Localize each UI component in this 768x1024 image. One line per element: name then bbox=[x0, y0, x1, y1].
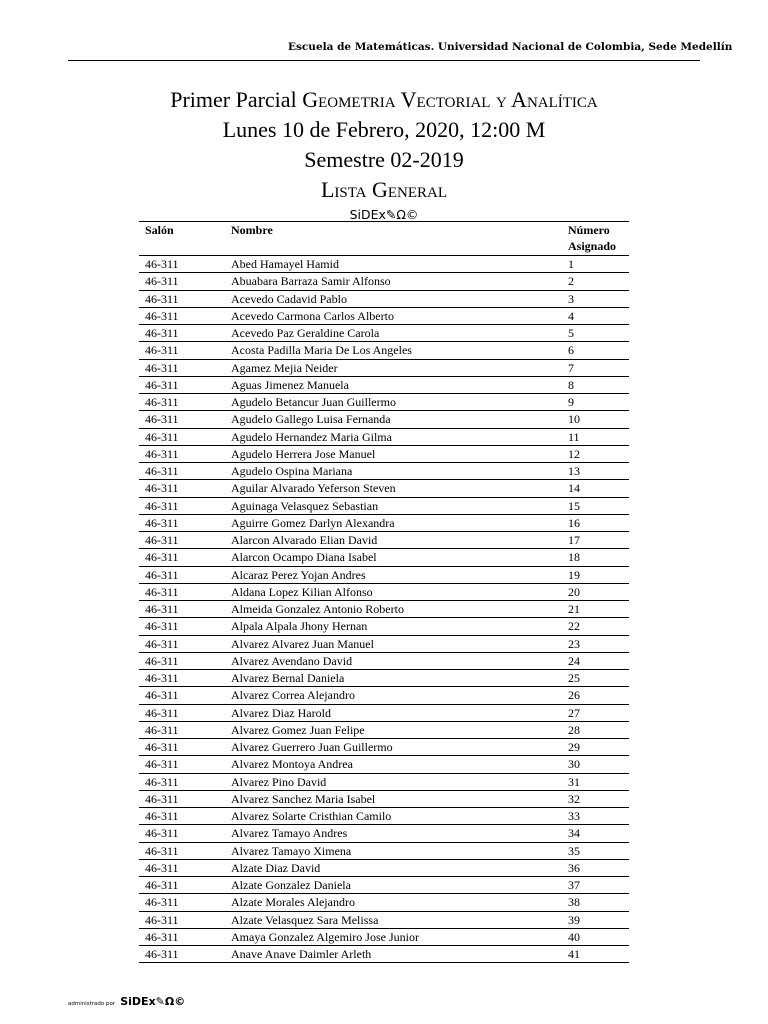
cell-nombre: Agudelo Herrera Jose Manuel bbox=[231, 445, 568, 462]
cell-nombre: Aguas Jimenez Manuela bbox=[231, 376, 568, 393]
cell-numero: 31 bbox=[568, 773, 629, 790]
column-header-nombre: Nombre bbox=[231, 222, 568, 256]
cell-numero: 36 bbox=[568, 859, 629, 876]
cell-nombre: Alvarez Sanchez Maria Isabel bbox=[231, 790, 568, 807]
cell-nombre: Alvarez Gomez Juan Felipe bbox=[231, 721, 568, 738]
table-row bbox=[139, 721, 629, 738]
table-body bbox=[139, 256, 629, 963]
table-row bbox=[139, 773, 629, 790]
cell-nombre: Aldana Lopez Kilian Alfonso bbox=[231, 583, 568, 600]
table-row bbox=[139, 273, 629, 290]
cell-nombre: Amaya Gonzalez Algemiro Jose Junior bbox=[231, 928, 568, 945]
table-row bbox=[139, 635, 629, 652]
cell-nombre: Alvarez Diaz Harold bbox=[231, 704, 568, 721]
cell-nombre: Alvarez Avendano David bbox=[231, 652, 568, 669]
table-row bbox=[139, 497, 629, 514]
table-header-row bbox=[139, 222, 629, 256]
table-row bbox=[139, 601, 629, 618]
table-row bbox=[139, 411, 629, 428]
cell-salon: 46-311 bbox=[139, 532, 231, 549]
cell-nombre: Alpala Alpala Jhony Hernan bbox=[231, 618, 568, 635]
cell-salon: 46-311 bbox=[139, 773, 231, 790]
cell-nombre: Alvarez Alvarez Juan Manuel bbox=[231, 635, 568, 652]
table-row bbox=[139, 428, 629, 445]
cell-salon: 46-311 bbox=[139, 549, 231, 566]
cell-nombre: Alzate Morales Alejandro bbox=[231, 894, 568, 911]
table-row bbox=[139, 739, 629, 756]
cell-salon: 46-311 bbox=[139, 290, 231, 307]
cell-nombre: Agamez Mejia Neider bbox=[231, 359, 568, 376]
cell-numero: 22 bbox=[568, 618, 629, 635]
footer-attribution bbox=[68, 990, 185, 1009]
cell-numero: 41 bbox=[568, 946, 629, 963]
cell-salon: 46-311 bbox=[139, 946, 231, 963]
cell-salon: 46-311 bbox=[139, 652, 231, 669]
cell-numero: 16 bbox=[568, 514, 629, 531]
cell-numero: 37 bbox=[568, 877, 629, 894]
cell-nombre: Alvarez Correa Alejandro bbox=[231, 687, 568, 704]
exam-date: Lunes 10 de Febrero, 2020, 12:00 M bbox=[222, 117, 546, 142]
cell-nombre: Anave Anave Daimler Arleth bbox=[231, 946, 568, 963]
cell-numero: 6 bbox=[568, 342, 629, 359]
table-row bbox=[139, 514, 629, 531]
cell-nombre: Alarcon Ocampo Diana Isabel bbox=[231, 549, 568, 566]
cell-nombre: Alcaraz Perez Yojan Andres bbox=[231, 566, 568, 583]
cell-numero: 11 bbox=[568, 428, 629, 445]
cell-nombre: Alvarez Bernal Daniela bbox=[231, 670, 568, 687]
cell-nombre: Aguirre Gomez Darlyn Alexandra bbox=[231, 514, 568, 531]
cell-nombre: Alzate Diaz David bbox=[231, 859, 568, 876]
cell-salon: 46-311 bbox=[139, 359, 231, 376]
table-row bbox=[139, 325, 629, 342]
cell-numero: 25 bbox=[568, 670, 629, 687]
cell-salon: 46-311 bbox=[139, 635, 231, 652]
column-header-numero-asignado bbox=[568, 222, 629, 256]
table-row bbox=[139, 359, 629, 376]
cell-salon: 46-311 bbox=[139, 273, 231, 290]
cell-numero: 38 bbox=[568, 894, 629, 911]
cell-numero: 29 bbox=[568, 739, 629, 756]
cell-salon: 46-311 bbox=[139, 566, 231, 583]
table-row bbox=[139, 652, 629, 669]
table-row bbox=[139, 877, 629, 894]
table-row bbox=[139, 618, 629, 635]
cell-numero: 14 bbox=[568, 480, 629, 497]
table-row bbox=[139, 928, 629, 945]
cell-nombre: Agudelo Hernandez Maria Gilma bbox=[231, 428, 568, 445]
cell-numero: 15 bbox=[568, 497, 629, 514]
cell-numero: 17 bbox=[568, 532, 629, 549]
cell-numero: 35 bbox=[568, 842, 629, 859]
cell-numero: 30 bbox=[568, 756, 629, 773]
table-row bbox=[139, 342, 629, 359]
table-row bbox=[139, 307, 629, 324]
cell-nombre: Alvarez Guerrero Juan Guillermo bbox=[231, 739, 568, 756]
cell-numero: 13 bbox=[568, 463, 629, 480]
cell-salon: 46-311 bbox=[139, 601, 231, 618]
institution-header: Escuela de Matemáticas. Universidad Nacional de Colombia, Sede Medellín bbox=[288, 41, 733, 53]
table-row bbox=[139, 790, 629, 807]
table-row bbox=[139, 842, 629, 859]
cell-numero: 12 bbox=[568, 445, 629, 462]
table-row bbox=[139, 256, 629, 273]
cell-salon: 46-311 bbox=[139, 428, 231, 445]
cell-numero: 24 bbox=[568, 652, 629, 669]
footer-prefix: administrado por bbox=[68, 1001, 116, 1007]
cell-salon: 46-311 bbox=[139, 894, 231, 911]
cell-numero: 26 bbox=[568, 687, 629, 704]
table-row bbox=[139, 808, 629, 825]
footer-brand: SiDEx✎Ω© bbox=[120, 995, 186, 1008]
cell-salon: 46-311 bbox=[139, 859, 231, 876]
cell-nombre: Alvarez Tamayo Ximena bbox=[231, 842, 568, 859]
column-header-numero-line2: Asignado bbox=[568, 239, 617, 253]
course-name: Geometria Vectorial y Analítica bbox=[302, 87, 598, 112]
cell-salon: 46-311 bbox=[139, 376, 231, 393]
cell-salon: 46-311 bbox=[139, 463, 231, 480]
cell-salon: 46-311 bbox=[139, 480, 231, 497]
cell-salon: 46-311 bbox=[139, 583, 231, 600]
semester: Semestre 02-2019 bbox=[304, 147, 464, 172]
cell-salon: 46-311 bbox=[139, 256, 231, 273]
column-header-salon: Salón bbox=[139, 222, 231, 256]
document-title bbox=[0, 85, 768, 205]
table-row bbox=[139, 376, 629, 393]
cell-nombre: Alvarez Montoya Andrea bbox=[231, 756, 568, 773]
cell-nombre: Acevedo Cadavid Pablo bbox=[231, 290, 568, 307]
header-rule bbox=[68, 60, 700, 61]
table-row bbox=[139, 583, 629, 600]
cell-salon: 46-311 bbox=[139, 808, 231, 825]
cell-numero: 27 bbox=[568, 704, 629, 721]
table-row bbox=[139, 549, 629, 566]
column-header-numero-line1: Número bbox=[568, 223, 610, 237]
table-row bbox=[139, 290, 629, 307]
cell-nombre: Alzate Gonzalez Daniela bbox=[231, 877, 568, 894]
table-row bbox=[139, 532, 629, 549]
table-row bbox=[139, 687, 629, 704]
table-row bbox=[139, 480, 629, 497]
cell-numero: 32 bbox=[568, 790, 629, 807]
cell-numero: 18 bbox=[568, 549, 629, 566]
cell-salon: 46-311 bbox=[139, 790, 231, 807]
cell-nombre: Agudelo Gallego Luisa Fernanda bbox=[231, 411, 568, 428]
cell-nombre: Abuabara Barraza Samir Alfonso bbox=[231, 273, 568, 290]
table-row bbox=[139, 825, 629, 842]
cell-salon: 46-311 bbox=[139, 825, 231, 842]
cell-numero: 21 bbox=[568, 601, 629, 618]
table-row bbox=[139, 463, 629, 480]
cell-nombre: Acosta Padilla Maria De Los Angeles bbox=[231, 342, 568, 359]
cell-salon: 46-311 bbox=[139, 842, 231, 859]
cell-salon: 46-311 bbox=[139, 928, 231, 945]
cell-nombre: Aguinaga Velasquez Sebastian bbox=[231, 497, 568, 514]
cell-numero: 2 bbox=[568, 273, 629, 290]
cell-nombre: Alvarez Tamayo Andres bbox=[231, 825, 568, 842]
table-row bbox=[139, 394, 629, 411]
cell-salon: 46-311 bbox=[139, 325, 231, 342]
cell-numero: 19 bbox=[568, 566, 629, 583]
cell-salon: 46-311 bbox=[139, 342, 231, 359]
cell-salon: 46-311 bbox=[139, 411, 231, 428]
cell-salon: 46-311 bbox=[139, 307, 231, 324]
cell-numero: 23 bbox=[568, 635, 629, 652]
cell-nombre: Alarcon Alvarado Elian David bbox=[231, 532, 568, 549]
cell-numero: 9 bbox=[568, 394, 629, 411]
cell-salon: 46-311 bbox=[139, 394, 231, 411]
cell-salon: 46-311 bbox=[139, 514, 231, 531]
cell-numero: 3 bbox=[568, 290, 629, 307]
cell-numero: 7 bbox=[568, 359, 629, 376]
cell-salon: 46-311 bbox=[139, 877, 231, 894]
cell-salon: 46-311 bbox=[139, 445, 231, 462]
cell-numero: 1 bbox=[568, 256, 629, 273]
cell-salon: 46-311 bbox=[139, 497, 231, 514]
cell-salon: 46-311 bbox=[139, 687, 231, 704]
table-row bbox=[139, 946, 629, 963]
cell-numero: 40 bbox=[568, 928, 629, 945]
cell-numero: 28 bbox=[568, 721, 629, 738]
cell-numero: 39 bbox=[568, 911, 629, 928]
exam-title-prefix: Primer Parcial bbox=[170, 87, 303, 112]
table-row bbox=[139, 756, 629, 773]
cell-numero: 8 bbox=[568, 376, 629, 393]
cell-nombre: Abed Hamayel Hamid bbox=[231, 256, 568, 273]
table-row bbox=[139, 704, 629, 721]
table-row bbox=[139, 859, 629, 876]
cell-nombre: Acevedo Carmona Carlos Alberto bbox=[231, 307, 568, 324]
cell-numero: 34 bbox=[568, 825, 629, 842]
cell-numero: 5 bbox=[568, 325, 629, 342]
exam-title-line bbox=[0, 85, 768, 115]
cell-salon: 46-311 bbox=[139, 721, 231, 738]
cell-salon: 46-311 bbox=[139, 756, 231, 773]
cell-nombre: Alzate Velasquez Sara Melissa bbox=[231, 911, 568, 928]
cell-nombre: Agudelo Ospina Mariana bbox=[231, 463, 568, 480]
cell-nombre: Acevedo Paz Geraldine Carola bbox=[231, 325, 568, 342]
cell-salon: 46-311 bbox=[139, 911, 231, 928]
table-row bbox=[139, 670, 629, 687]
cell-salon: 46-311 bbox=[139, 670, 231, 687]
table-row bbox=[139, 911, 629, 928]
table-row bbox=[139, 566, 629, 583]
sidex-brand: SiDEx✎Ω© bbox=[349, 207, 419, 222]
cell-numero: 10 bbox=[568, 411, 629, 428]
cell-salon: 46-311 bbox=[139, 704, 231, 721]
table-row bbox=[139, 894, 629, 911]
cell-nombre: Alvarez Pino David bbox=[231, 773, 568, 790]
cell-nombre: Agudelo Betancur Juan Guillermo bbox=[231, 394, 568, 411]
cell-numero: 4 bbox=[568, 307, 629, 324]
list-name: Lista General bbox=[320, 177, 448, 202]
cell-nombre: Aguilar Alvarado Yeferson Steven bbox=[231, 480, 568, 497]
cell-nombre: Almeida Gonzalez Antonio Roberto bbox=[231, 601, 568, 618]
cell-numero: 20 bbox=[568, 583, 629, 600]
cell-salon: 46-311 bbox=[139, 618, 231, 635]
table-row bbox=[139, 445, 629, 462]
cell-salon: 46-311 bbox=[139, 739, 231, 756]
student-roster-table bbox=[139, 221, 629, 963]
cell-nombre: Alvarez Solarte Cristhian Camilo bbox=[231, 808, 568, 825]
cell-numero: 33 bbox=[568, 808, 629, 825]
